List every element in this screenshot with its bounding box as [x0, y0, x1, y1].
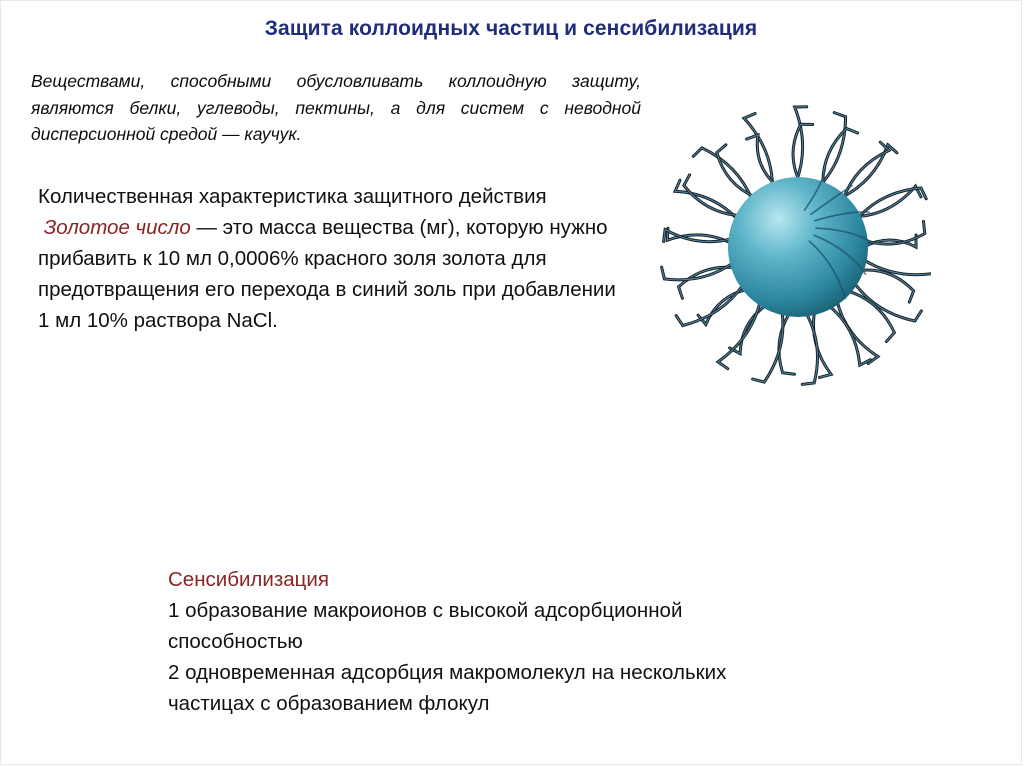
slide-title: Защита коллоидных частиц и сенсибилизация	[264, 17, 758, 40]
polymer-strand	[829, 306, 871, 366]
sensitization-item-1: 1 образование макроионов с высокой адсорбционной способностью	[168, 599, 683, 653]
quantitative-heading: Количественная характеристика защитного действия	[38, 185, 547, 208]
particle-sphere	[728, 177, 868, 317]
polymer-strand	[842, 145, 897, 198]
golden-number-term: Золотое число	[43, 216, 191, 239]
polymer-strand	[679, 267, 736, 298]
sensitization-heading: Сенсибилизация	[168, 568, 329, 591]
polymer-strand-highlight	[679, 267, 736, 298]
polymer-strand-highlight	[843, 142, 889, 199]
colloid-particle-with-polymer-strands-icon	[647, 67, 931, 397]
golden-number-definition: — это масса вещества (мг), которую нужно прибавить к 10 мл 0,0006% красного золя золота для предотвращения его перехода в синий золь при добавлении 1 мл 10% раствора NaCl.	[38, 216, 616, 332]
polymer-strand	[863, 259, 931, 285]
golden-number-paragraph	[38, 181, 618, 336]
sensitization-block	[168, 564, 768, 719]
intro-paragraph: Веществами, способными обусловливать коллоидную защиту, являются белки, углеводы, пектины, а для систем с неводной дисперсионной средой — каучук.	[31, 71, 641, 144]
polymer-strand-highlight	[829, 306, 871, 366]
polymer-strand	[802, 313, 817, 385]
polymer-strand	[662, 262, 734, 280]
polymer-strand-highlight	[842, 145, 897, 198]
polymer-strand	[718, 301, 760, 369]
sensitization-item-2: 2 одновременная адсорбция макромолекул на нескольких частицах с образованием флокул	[168, 661, 727, 715]
polymer-strand	[843, 142, 889, 199]
